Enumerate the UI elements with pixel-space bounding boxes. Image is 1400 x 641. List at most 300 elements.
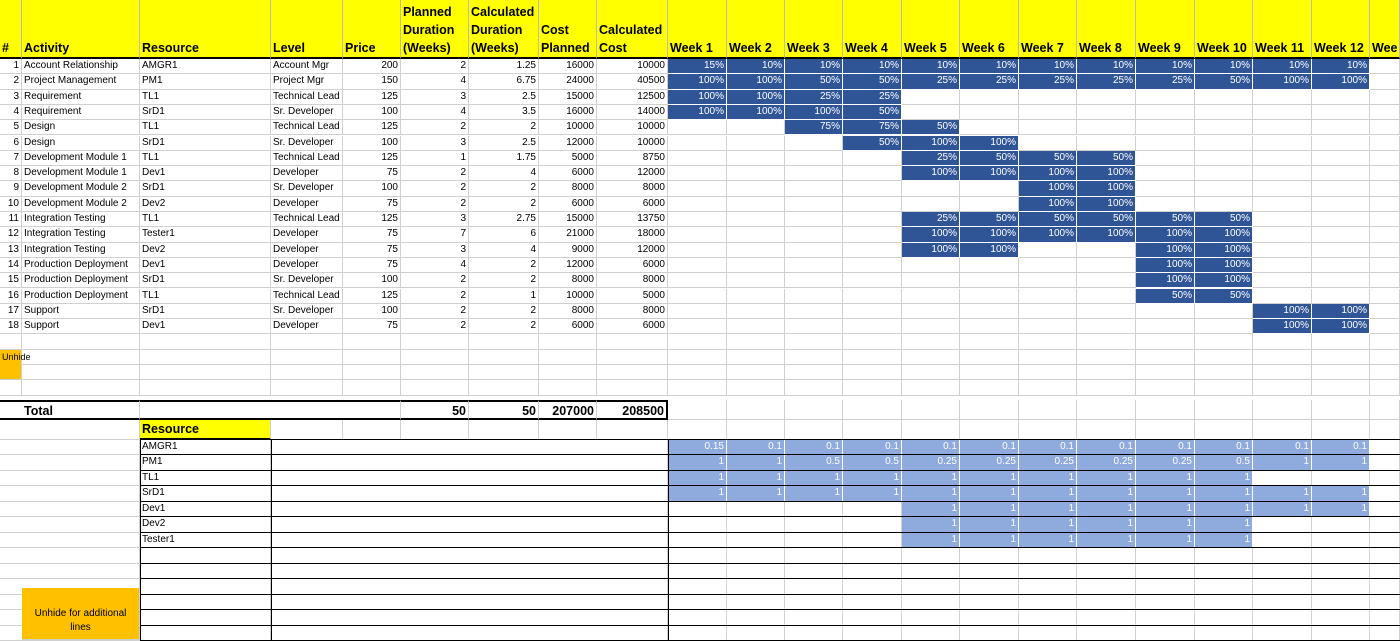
table-cell-n[interactable]: 14 <box>0 258 22 273</box>
table-cell-activity[interactable]: Production Deployment <box>22 258 140 273</box>
week-cell[interactable] <box>1019 304 1077 319</box>
table-cell-cost[interactable]: 8000 <box>539 181 597 196</box>
header-cell[interactable]: # <box>0 0 22 59</box>
week-cell[interactable] <box>843 181 902 196</box>
week-cell[interactable]: 100% <box>668 74 727 89</box>
empty-cell[interactable] <box>1019 334 1077 349</box>
week-cell[interactable] <box>1312 212 1370 227</box>
empty-cell[interactable] <box>668 626 727 641</box>
empty-cell[interactable] <box>469 334 539 349</box>
week-cell[interactable] <box>843 227 902 242</box>
resource-week-cell[interactable]: 1 <box>1312 486 1370 502</box>
week-cell[interactable] <box>1253 273 1312 288</box>
week-cell[interactable] <box>843 243 902 258</box>
empty-cell[interactable] <box>727 564 785 580</box>
resource-week-cell[interactable]: 1 <box>960 517 1019 533</box>
week-cell[interactable]: 75% <box>785 120 843 135</box>
header-cell[interactable]: Week 6 <box>960 0 1019 59</box>
table-cell-ccost[interactable]: 8000 <box>597 181 668 196</box>
week-cell[interactable] <box>960 105 1019 120</box>
empty-cell[interactable] <box>1370 289 1400 304</box>
week-cell[interactable]: 50% <box>843 105 902 120</box>
week-cell[interactable]: 50% <box>1019 212 1077 227</box>
empty-cell[interactable] <box>668 610 727 626</box>
resource-name[interactable]: Tester1 <box>140 533 271 549</box>
empty-cell[interactable] <box>1370 304 1400 319</box>
header-cell[interactable]: Week 1 <box>668 0 727 59</box>
week-cell[interactable]: 50% <box>1195 212 1253 227</box>
table-cell-calc[interactable]: 2.5 <box>469 90 539 105</box>
week-cell[interactable] <box>1253 166 1312 181</box>
resource-week-cell[interactable]: 0.1 <box>1019 440 1077 456</box>
week-cell[interactable] <box>785 227 843 242</box>
empty-cell[interactable] <box>843 420 902 440</box>
week-cell[interactable] <box>727 151 785 166</box>
empty-cell[interactable] <box>469 365 539 380</box>
week-cell[interactable] <box>1077 289 1136 304</box>
empty-cell[interactable] <box>960 420 1019 440</box>
week-cell[interactable] <box>843 304 902 319</box>
week-cell[interactable] <box>1077 258 1136 273</box>
table-cell-level[interactable]: Technical Lead <box>271 90 343 105</box>
empty-cell[interactable] <box>271 610 668 626</box>
resource-week-cell[interactable] <box>785 533 843 549</box>
table-cell-calc[interactable]: 2.5 <box>469 136 539 151</box>
week-cell[interactable] <box>727 120 785 135</box>
week-cell[interactable] <box>785 289 843 304</box>
empty-cell[interactable] <box>1253 610 1312 626</box>
empty-cell[interactable] <box>668 350 727 365</box>
table-cell-planned[interactable]: 1 <box>401 151 469 166</box>
table-cell-resource[interactable]: SrD1 <box>140 181 271 196</box>
empty-cell[interactable] <box>668 420 727 440</box>
week-cell[interactable] <box>727 273 785 288</box>
table-cell-planned[interactable]: 2 <box>401 120 469 135</box>
empty-cell[interactable] <box>1136 350 1195 365</box>
table-cell-ccost[interactable]: 6000 <box>597 319 668 334</box>
empty-cell[interactable] <box>343 420 401 440</box>
week-cell[interactable] <box>843 258 902 273</box>
empty-cell[interactable] <box>539 334 597 349</box>
week-cell[interactable] <box>668 212 727 227</box>
resource-name[interactable]: TL1 <box>140 471 271 487</box>
resource-week-cell[interactable] <box>727 533 785 549</box>
week-cell[interactable] <box>727 289 785 304</box>
resource-week-cell[interactable]: 0.15 <box>668 440 727 456</box>
table-cell-level[interactable]: Developer <box>271 166 343 181</box>
table-cell-price[interactable]: 100 <box>343 136 401 151</box>
empty-cell[interactable] <box>1312 420 1370 440</box>
empty-cell[interactable] <box>1019 595 1077 611</box>
table-cell-n[interactable]: 4 <box>0 105 22 120</box>
empty-cell[interactable] <box>960 579 1019 595</box>
empty-cell[interactable] <box>1019 626 1077 641</box>
resource-week-cell[interactable]: 1 <box>1077 471 1136 487</box>
header-cell[interactable]: Week 7 <box>1019 0 1077 59</box>
week-cell[interactable]: 50% <box>843 74 902 89</box>
empty-cell[interactable] <box>1253 380 1312 395</box>
table-cell-cost[interactable]: 12000 <box>539 136 597 151</box>
table-cell-n[interactable]: 10 <box>0 197 22 212</box>
table-cell-planned[interactable]: 4 <box>401 258 469 273</box>
empty-cell[interactable] <box>785 579 843 595</box>
empty-cell[interactable] <box>960 334 1019 349</box>
table-cell-resource[interactable]: TL1 <box>140 212 271 227</box>
empty-cell[interactable] <box>843 334 902 349</box>
unhide-marker[interactable]: Unhide <box>0 350 22 381</box>
week-cell[interactable] <box>843 319 902 334</box>
empty-cell[interactable] <box>140 626 271 641</box>
empty-cell[interactable] <box>0 455 140 471</box>
empty-cell[interactable] <box>0 502 140 518</box>
header-cell[interactable]: Week 5 <box>902 0 960 59</box>
week-cell[interactable] <box>1136 90 1195 105</box>
week-cell[interactable]: 100% <box>1136 243 1195 258</box>
week-cell[interactable] <box>668 243 727 258</box>
table-cell-ccost[interactable]: 5000 <box>597 289 668 304</box>
empty-cell[interactable] <box>1019 400 1077 420</box>
resource-week-cell[interactable]: 0.5 <box>785 455 843 471</box>
week-cell[interactable] <box>1136 105 1195 120</box>
table-cell-price[interactable]: 125 <box>343 120 401 135</box>
empty-cell[interactable] <box>1077 626 1136 641</box>
empty-cell[interactable] <box>902 610 960 626</box>
empty-cell[interactable] <box>343 350 401 365</box>
week-cell[interactable] <box>1312 166 1370 181</box>
empty-cell[interactable] <box>1195 579 1253 595</box>
empty-cell[interactable] <box>1312 548 1370 564</box>
empty-cell[interactable] <box>1370 455 1400 471</box>
empty-cell[interactable] <box>271 579 668 595</box>
empty-cell[interactable] <box>1136 400 1195 420</box>
table-cell-calc[interactable]: 4 <box>469 243 539 258</box>
empty-cell[interactable] <box>1312 400 1370 420</box>
week-cell[interactable] <box>785 319 843 334</box>
header-cell[interactable]: Planned Duration (Weeks) <box>401 0 469 59</box>
week-cell[interactable]: 100% <box>960 166 1019 181</box>
empty-cell[interactable] <box>1370 166 1400 181</box>
week-cell[interactable] <box>1195 304 1253 319</box>
week-cell[interactable]: 25% <box>843 90 902 105</box>
empty-cell[interactable] <box>1019 579 1077 595</box>
week-cell[interactable] <box>1253 90 1312 105</box>
empty-cell[interactable] <box>843 610 902 626</box>
empty-cell[interactable] <box>1136 595 1195 611</box>
week-cell[interactable]: 100% <box>902 136 960 151</box>
resource-week-cell[interactable]: 1 <box>727 486 785 502</box>
week-cell[interactable] <box>668 197 727 212</box>
empty-cell[interactable] <box>0 471 140 487</box>
empty-cell[interactable] <box>1312 334 1370 349</box>
unhide-additional-lines[interactable]: Unhide for additional lines <box>22 588 140 640</box>
week-cell[interactable]: 50% <box>1019 151 1077 166</box>
empty-cell[interactable] <box>1195 400 1253 420</box>
empty-cell[interactable] <box>1370 471 1400 487</box>
empty-cell[interactable] <box>1019 548 1077 564</box>
empty-cell[interactable] <box>1253 400 1312 420</box>
empty-cell[interactable] <box>843 579 902 595</box>
empty-cell[interactable] <box>1370 59 1400 74</box>
week-cell[interactable] <box>668 181 727 196</box>
empty-cell[interactable] <box>1312 595 1370 611</box>
resource-week-cell[interactable]: 1 <box>1136 486 1195 502</box>
resource-week-cell[interactable]: 1 <box>1077 486 1136 502</box>
table-cell-calc[interactable]: 6 <box>469 227 539 242</box>
resource-week-cell[interactable]: 1 <box>960 486 1019 502</box>
empty-cell[interactable] <box>1253 626 1312 641</box>
empty-cell[interactable] <box>0 486 140 502</box>
week-cell[interactable] <box>1312 151 1370 166</box>
table-cell-calc[interactable]: 2.75 <box>469 212 539 227</box>
empty-cell[interactable] <box>271 517 668 533</box>
table-cell-ccost[interactable]: 8000 <box>597 273 668 288</box>
empty-cell[interactable] <box>0 548 140 564</box>
week-cell[interactable]: 100% <box>1136 258 1195 273</box>
week-cell[interactable]: 50% <box>960 212 1019 227</box>
table-cell-resource[interactable]: SrD1 <box>140 304 271 319</box>
week-cell[interactable] <box>1253 120 1312 135</box>
week-cell[interactable] <box>1136 120 1195 135</box>
empty-cell[interactable] <box>271 502 668 518</box>
empty-cell[interactable] <box>902 420 960 440</box>
table-cell-cost[interactable]: 24000 <box>539 74 597 89</box>
table-cell-price[interactable]: 125 <box>343 151 401 166</box>
week-cell[interactable] <box>785 136 843 151</box>
week-cell[interactable] <box>1195 197 1253 212</box>
empty-cell[interactable] <box>785 400 843 420</box>
table-cell-level[interactable]: Sr. Developer <box>271 181 343 196</box>
empty-cell[interactable] <box>1136 420 1195 440</box>
empty-cell[interactable] <box>271 334 343 349</box>
week-cell[interactable] <box>785 304 843 319</box>
table-cell-resource[interactable]: TL1 <box>140 289 271 304</box>
week-cell[interactable]: 100% <box>1195 243 1253 258</box>
week-cell[interactable] <box>843 197 902 212</box>
table-cell-planned[interactable]: 4 <box>401 105 469 120</box>
resource-week-cell[interactable] <box>785 517 843 533</box>
resource-week-cell[interactable]: 1 <box>785 471 843 487</box>
week-cell[interactable]: 25% <box>960 74 1019 89</box>
week-cell[interactable] <box>1312 227 1370 242</box>
week-cell[interactable] <box>727 181 785 196</box>
empty-cell[interactable] <box>469 350 539 365</box>
table-cell-activity[interactable]: Production Deployment <box>22 289 140 304</box>
table-cell-planned[interactable]: 3 <box>401 243 469 258</box>
resource-name[interactable]: Dev1 <box>140 502 271 518</box>
empty-cell[interactable] <box>902 579 960 595</box>
empty-cell[interactable] <box>727 380 785 395</box>
table-cell-level[interactable]: Sr. Developer <box>271 105 343 120</box>
empty-cell[interactable] <box>271 455 668 471</box>
week-cell[interactable] <box>1019 289 1077 304</box>
table-cell-n[interactable]: 17 <box>0 304 22 319</box>
week-cell[interactable] <box>902 273 960 288</box>
header-cell[interactable]: Calculated Cost <box>597 0 668 59</box>
resource-week-cell[interactable]: 1 <box>1195 517 1253 533</box>
week-cell[interactable] <box>1019 273 1077 288</box>
header-cell[interactable]: Week 9 <box>1136 0 1195 59</box>
empty-cell[interactable] <box>271 533 668 549</box>
table-cell-n[interactable]: 5 <box>0 120 22 135</box>
table-cell-n[interactable]: 6 <box>0 136 22 151</box>
empty-cell[interactable] <box>727 334 785 349</box>
resource-week-cell[interactable]: 1 <box>1019 502 1077 518</box>
empty-cell[interactable] <box>668 579 727 595</box>
week-cell[interactable] <box>668 258 727 273</box>
week-cell[interactable] <box>1019 136 1077 151</box>
week-cell[interactable] <box>1195 105 1253 120</box>
week-cell[interactable] <box>785 166 843 181</box>
week-cell[interactable]: 100% <box>1136 273 1195 288</box>
table-cell-calc[interactable]: 2 <box>469 273 539 288</box>
week-cell[interactable] <box>960 258 1019 273</box>
empty-cell[interactable] <box>1253 595 1312 611</box>
empty-cell[interactable] <box>960 400 1019 420</box>
week-cell[interactable] <box>1019 258 1077 273</box>
week-cell[interactable]: 100% <box>668 90 727 105</box>
week-cell[interactable] <box>843 151 902 166</box>
table-cell-n[interactable]: 13 <box>0 243 22 258</box>
table-cell-planned[interactable]: 3 <box>401 212 469 227</box>
week-cell[interactable]: 50% <box>1077 212 1136 227</box>
empty-cell[interactable] <box>1195 595 1253 611</box>
week-cell[interactable] <box>902 304 960 319</box>
table-cell-n[interactable]: 18 <box>0 319 22 334</box>
week-cell[interactable] <box>1253 151 1312 166</box>
header-cell[interactable]: Resource <box>140 0 271 59</box>
week-cell[interactable] <box>902 258 960 273</box>
table-cell-price[interactable]: 125 <box>343 212 401 227</box>
table-cell-calc[interactable]: 1.75 <box>469 151 539 166</box>
empty-cell[interactable] <box>668 548 727 564</box>
header-cell[interactable]: Week 12 <box>1312 0 1370 59</box>
empty-cell[interactable] <box>785 610 843 626</box>
empty-cell[interactable] <box>785 626 843 641</box>
table-cell-activity[interactable]: Design <box>22 136 140 151</box>
resource-week-cell[interactable] <box>1312 517 1370 533</box>
table-cell-n[interactable]: 12 <box>0 227 22 242</box>
table-cell-price[interactable]: 75 <box>343 319 401 334</box>
empty-cell[interactable] <box>1370 548 1400 564</box>
empty-cell[interactable] <box>1370 120 1400 135</box>
resource-week-cell[interactable] <box>843 502 902 518</box>
table-cell-cost[interactable]: 15000 <box>539 212 597 227</box>
week-cell[interactable]: 100% <box>1077 166 1136 181</box>
week-cell[interactable] <box>1253 181 1312 196</box>
empty-cell[interactable] <box>785 548 843 564</box>
week-cell[interactable] <box>727 136 785 151</box>
empty-cell[interactable] <box>1370 74 1400 89</box>
week-cell[interactable] <box>668 227 727 242</box>
empty-cell[interactable] <box>960 365 1019 380</box>
empty-cell[interactable] <box>1195 334 1253 349</box>
table-cell-ccost[interactable]: 10000 <box>597 120 668 135</box>
resource-week-cell[interactable]: 0.1 <box>902 440 960 456</box>
table-cell-n[interactable]: 11 <box>0 212 22 227</box>
table-cell-level[interactable]: Technical Lead <box>271 212 343 227</box>
week-cell[interactable] <box>727 212 785 227</box>
table-cell-calc[interactable]: 2 <box>469 258 539 273</box>
empty-cell[interactable] <box>727 350 785 365</box>
week-cell[interactable] <box>1253 105 1312 120</box>
table-cell-level[interactable]: Technical Lead <box>271 120 343 135</box>
table-cell-price[interactable]: 75 <box>343 227 401 242</box>
table-cell-planned[interactable]: 7 <box>401 227 469 242</box>
table-cell-activity[interactable]: Development Module 2 <box>22 181 140 196</box>
week-cell[interactable]: 100% <box>1195 258 1253 273</box>
empty-cell[interactable] <box>1019 380 1077 395</box>
resource-week-cell[interactable]: 1 <box>843 471 902 487</box>
table-cell-level[interactable]: Technical Lead <box>271 151 343 166</box>
resource-week-cell[interactable]: 0.1 <box>785 440 843 456</box>
empty-cell[interactable] <box>902 626 960 641</box>
table-cell-level[interactable]: Technical Lead <box>271 289 343 304</box>
resource-week-cell[interactable] <box>1253 533 1312 549</box>
empty-cell[interactable] <box>960 380 1019 395</box>
week-cell[interactable] <box>668 289 727 304</box>
table-cell-level[interactable]: Project Mgr <box>271 74 343 89</box>
empty-cell[interactable] <box>1136 564 1195 580</box>
empty-cell[interactable] <box>1370 517 1400 533</box>
resource-week-cell[interactable]: 0.25 <box>1136 455 1195 471</box>
empty-cell[interactable] <box>539 420 597 440</box>
week-cell[interactable] <box>668 120 727 135</box>
resource-week-cell[interactable] <box>727 517 785 533</box>
week-cell[interactable] <box>1312 181 1370 196</box>
resource-week-cell[interactable]: 1 <box>1136 517 1195 533</box>
resource-name[interactable]: SrD1 <box>140 486 271 502</box>
week-cell[interactable]: 10% <box>785 59 843 74</box>
empty-cell[interactable] <box>0 380 22 395</box>
week-cell[interactable] <box>902 289 960 304</box>
table-cell-planned[interactable]: 2 <box>401 197 469 212</box>
empty-cell[interactable] <box>785 420 843 440</box>
empty-cell[interactable] <box>1370 181 1400 196</box>
empty-cell[interactable] <box>271 564 668 580</box>
week-cell[interactable]: 100% <box>1253 304 1312 319</box>
week-cell[interactable] <box>1312 105 1370 120</box>
empty-cell[interactable] <box>1370 90 1400 105</box>
header-cell[interactable]: Week 2 <box>727 0 785 59</box>
resource-week-cell[interactable]: 1 <box>1077 533 1136 549</box>
empty-cell[interactable] <box>1312 626 1370 641</box>
week-cell[interactable] <box>1195 319 1253 334</box>
header-cell[interactable]: Activity <box>22 0 140 59</box>
resource-week-cell[interactable]: 0.1 <box>1312 440 1370 456</box>
resource-week-cell[interactable]: 0.25 <box>902 455 960 471</box>
table-cell-price[interactable]: 100 <box>343 181 401 196</box>
empty-cell[interactable] <box>1370 151 1400 166</box>
empty-cell[interactable] <box>1077 420 1136 440</box>
week-cell[interactable]: 10% <box>902 59 960 74</box>
table-cell-ccost[interactable]: 6000 <box>597 197 668 212</box>
table-cell-resource[interactable]: Dev2 <box>140 243 271 258</box>
table-cell-price[interactable]: 150 <box>343 74 401 89</box>
week-cell[interactable] <box>1195 120 1253 135</box>
empty-cell[interactable] <box>1019 610 1077 626</box>
empty-cell[interactable] <box>1195 350 1253 365</box>
empty-cell[interactable] <box>785 595 843 611</box>
week-cell[interactable]: 50% <box>843 136 902 151</box>
empty-cell[interactable] <box>343 334 401 349</box>
table-cell-ccost[interactable]: 6000 <box>597 258 668 273</box>
week-cell[interactable] <box>727 227 785 242</box>
empty-cell[interactable] <box>902 564 960 580</box>
empty-cell[interactable] <box>785 350 843 365</box>
week-cell[interactable] <box>1312 120 1370 135</box>
empty-cell[interactable] <box>343 365 401 380</box>
empty-cell[interactable] <box>140 380 271 395</box>
